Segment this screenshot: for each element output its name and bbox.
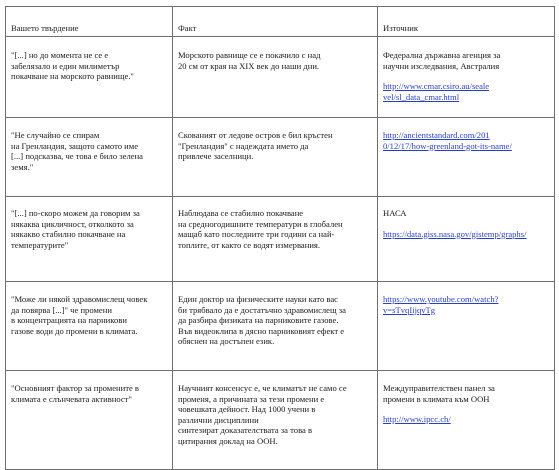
header-source: Източник <box>378 7 555 37</box>
claim-cell <box>6 118 173 197</box>
source-link[interactable]: v=sTvqIijqvTg <box>383 304 436 315</box>
table-row <box>6 371 555 470</box>
source-link[interactable]: http://www.cmar.csiro.au/seale <box>383 81 490 92</box>
fact-line: топлите, от както се водят измервания. <box>178 239 321 250</box>
header-claim: Вашето твърдение <box>6 7 173 37</box>
fact-cell <box>173 282 378 371</box>
claim-line: в концентрацията на парникови <box>11 315 127 326</box>
fact-line: би трябвало да е достатъчно здравомислещ за <box>178 304 346 315</box>
fact-line: Наблюдава се стабилно покачване <box>178 208 304 218</box>
source-name: Междуправителствен панел за <box>383 383 495 393</box>
fact-line: Научният консенсус е, че климатът не само се <box>178 383 347 393</box>
claim-line: "[...] по-скоро можем да говорим за <box>11 208 140 218</box>
table-row <box>6 197 555 282</box>
claim-cell <box>6 371 173 470</box>
fact-line: Във видеоклипа в дясно парниковият ефект е <box>178 325 345 336</box>
claim-line: "Не случайно се спирам <box>11 130 100 140</box>
fact-cell <box>173 197 378 282</box>
table-row <box>6 282 555 371</box>
claim-line: газове води до промени в климата. <box>11 325 138 336</box>
fact-check-table <box>5 6 555 470</box>
fact-line: различни дисциплини <box>178 414 259 425</box>
source-link[interactable]: http://www.ipcc.ch/ <box>383 414 451 425</box>
fact-line: обяснен на достъпен език. <box>178 336 275 347</box>
source-link[interactable]: vel/sl_data_cmar.html <box>383 91 460 102</box>
source-name: научни изследвания, Австралия <box>383 60 500 71</box>
source-cell <box>378 37 555 118</box>
claim-line: [...] подсказва, че това е било зелена <box>11 151 143 162</box>
claim-line: "Може ли някой здравомислещ човек <box>11 294 148 304</box>
source-link[interactable]: http://ancientstandard.com/201 <box>383 130 490 140</box>
source-cell <box>378 282 555 371</box>
claim-cell <box>6 197 173 282</box>
claim-line: на Гренландия, защото самото име <box>11 140 139 151</box>
claim-line: климата е слънчевата активност" <box>11 393 132 404</box>
fact-line: на средногодишните температури в глобален <box>178 218 343 229</box>
header-fact: Факт <box>173 7 378 37</box>
claim-line: някаква цикличност, отколкото за <box>11 218 134 229</box>
source-cell <box>378 371 555 470</box>
claim-line: земя." <box>11 161 34 172</box>
fact-line: Морското равнище се е покачило с над <box>178 50 321 60</box>
fact-line: променя, а причината за тези промени е <box>178 393 325 404</box>
fact-line: да разбира физиката на парниковите газове. <box>178 315 339 326</box>
fact-cell <box>173 118 378 197</box>
claim-cell <box>6 37 173 118</box>
fact-line: човешката дейност. Над 1000 учени в <box>178 404 316 415</box>
fact-line: цитирания доклад на ООН. <box>178 435 278 446</box>
source-cell <box>378 197 555 282</box>
fact-line: мащаб като последните три години са най- <box>178 229 335 240</box>
source-name: промени в климата към ООН <box>383 393 490 404</box>
source-link[interactable]: 0/12/17/how-greenland-got-its-name/ <box>383 140 512 151</box>
claim-line: "Основният фактор за промените в <box>11 383 139 393</box>
claim-line: забелязало и един милиметър <box>11 60 120 71</box>
fact-line: синтезират доказателствата за това в <box>178 425 313 436</box>
fact-line: Един доктор на физическите науки като вас <box>178 294 338 304</box>
source-name: Федерална държавна агенция за <box>383 50 501 60</box>
claim-line: да повярва [...]" че промени <box>11 304 112 315</box>
fact-line: Скованият от ледове остров е бил кръстен <box>178 130 333 140</box>
source-link[interactable]: https://www.youtube.com/watch? <box>383 294 499 304</box>
fact-line: "Гренландия" с надеждата името да <box>178 140 309 151</box>
fact-cell <box>173 37 378 118</box>
claim-cell <box>6 282 173 371</box>
claim-line: някакво стабилно покачване на <box>11 229 126 240</box>
table-header-row <box>6 7 555 37</box>
table-row <box>6 37 555 118</box>
source-link[interactable]: https://data.giss.nasa.gov/gistemp/graphs/ <box>383 228 527 239</box>
claim-line: покачване на морското равнище." <box>11 71 134 82</box>
fact-cell <box>173 371 378 470</box>
fact-line: привлече заселници. <box>178 151 254 162</box>
source-cell <box>378 118 555 197</box>
source-name: НАСА <box>383 208 407 218</box>
claim-line: "[...] но до момента не се е <box>11 50 109 60</box>
fact-line: 20 см от края на XIX век до наши дни. <box>178 60 320 71</box>
claim-line: температурите" <box>11 239 69 250</box>
table-row <box>6 118 555 197</box>
